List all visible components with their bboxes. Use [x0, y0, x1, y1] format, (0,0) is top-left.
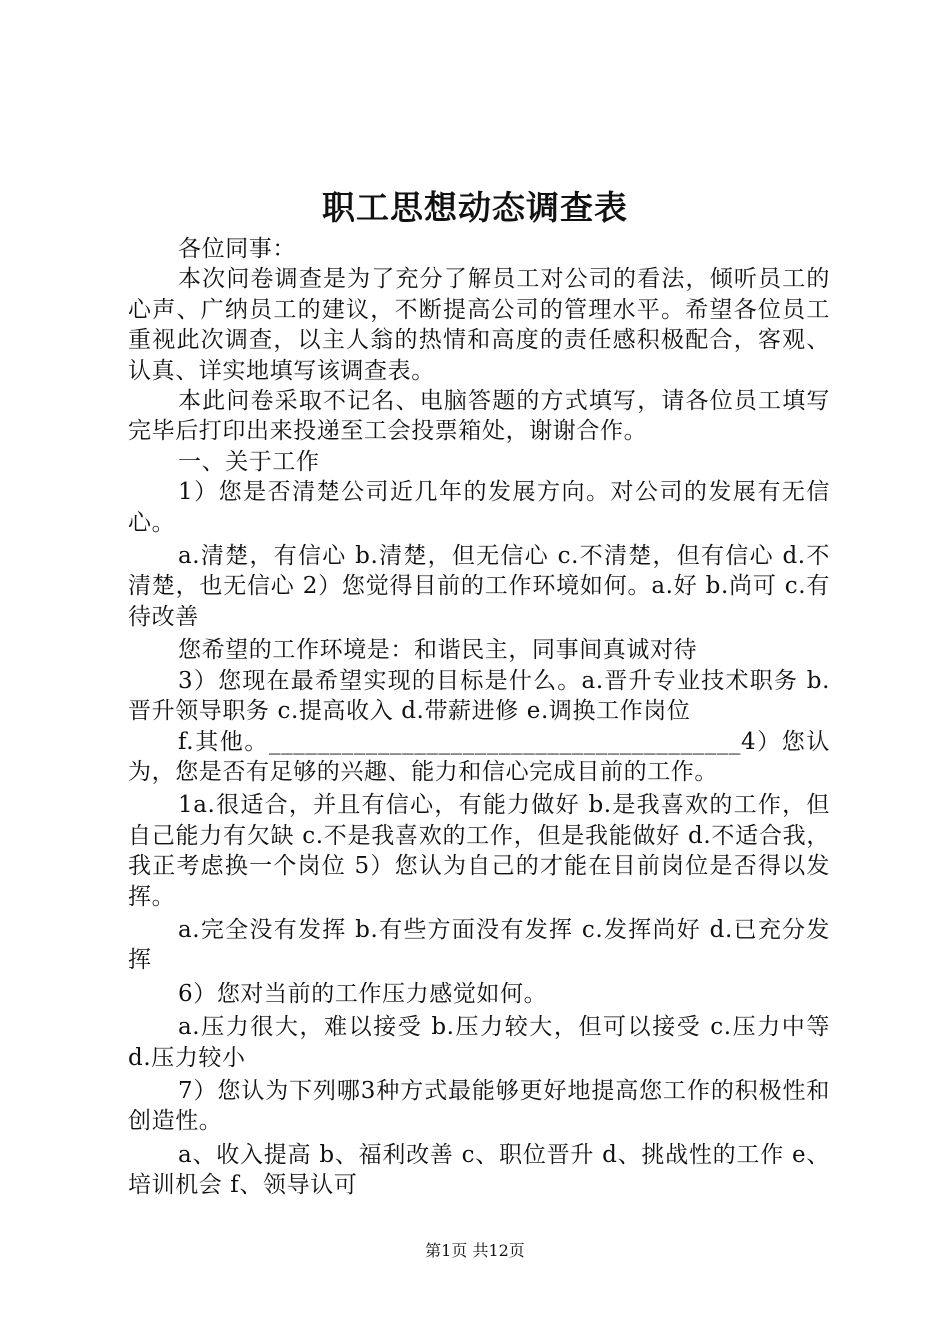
question-7-options: a、收入提高 b、福利改善 c、职位晋升 d、挑战性的工作 e、培训机会 f、领导认可 [128, 1141, 830, 1199]
instructions-paragraph: 本此问卷采取不记名、电脑答题的方式填写，请各位员工填写完毕后打印出来投递至工会投票箱处，谢谢合作。 [128, 388, 830, 445]
document-body [128, 234, 830, 1201]
page-footer: 第1页 共12页 [425, 1241, 525, 1260]
question-4-options: 1a.很适合，并且有信心，有能力做好 b.是我喜欢的工作，但自己能力有欠缺 c.不是我喜欢的工作，但是我能做好 d.不适合我，我正考虑换一个岗位 5）您认为自己的才能在目前岗位是否得以发挥。 [128, 792, 830, 910]
desired-environment: 您希望的工作环境是：和谐民主，同事间真诚对待 [178, 637, 698, 664]
question-5-options: a.完全没有发挥 b.有些方面没有发挥 c.发挥尚好 d.已充分发挥 [128, 916, 830, 974]
question-7: 7）您认为下列哪3种方式最能够更好地提高您工作的积极性和创造性。 [128, 1077, 830, 1135]
intro-paragraph: 本次问卷调查是为了充分了解员工对公司的看法，倾听员工的心声、广纳员工的建议，不断提高公司的管理水平。希望各位员工重视此次调查，以主人翁的热情和高度的责任感积极配合，客观、认真、详实地填写该调查表。 [128, 266, 830, 384]
section-heading: 一、关于工作 [178, 448, 320, 475]
question-6-options: a.压力很大，难以接受 b.压力较大，但可以接受 c.压力中等 d.压力较小 [128, 1014, 830, 1071]
greeting: 各位同事： [178, 236, 296, 262]
question-6: 6）您对当前的工作压力感觉如何。 [178, 980, 548, 1007]
question-1-options: a.清楚，有信心 b.清楚，但无信心 c.不清楚，但有信心 d.不清楚，也无信心 2）您觉得目前的工作环境如何。a.好 b.尚可 c.有待改善 [128, 543, 830, 630]
document-title: 职工思想动态调查表 [322, 188, 628, 227]
question-3: 3）您现在最希望实现的目标是什么。a.晋升专业技术职务 b.晋升领导职务 c.提高收入 d.带薪进修 e.调换工作岗位 [128, 667, 830, 725]
question-1: 1）您是否清楚公司近几年的发展方向。对公司的发展有无信心。 [128, 479, 830, 536]
question-3-other: f.其他。_______________________________________4）您认为，您是否有足够的兴趣、能力和信心完成目前的工作。 [128, 728, 830, 785]
